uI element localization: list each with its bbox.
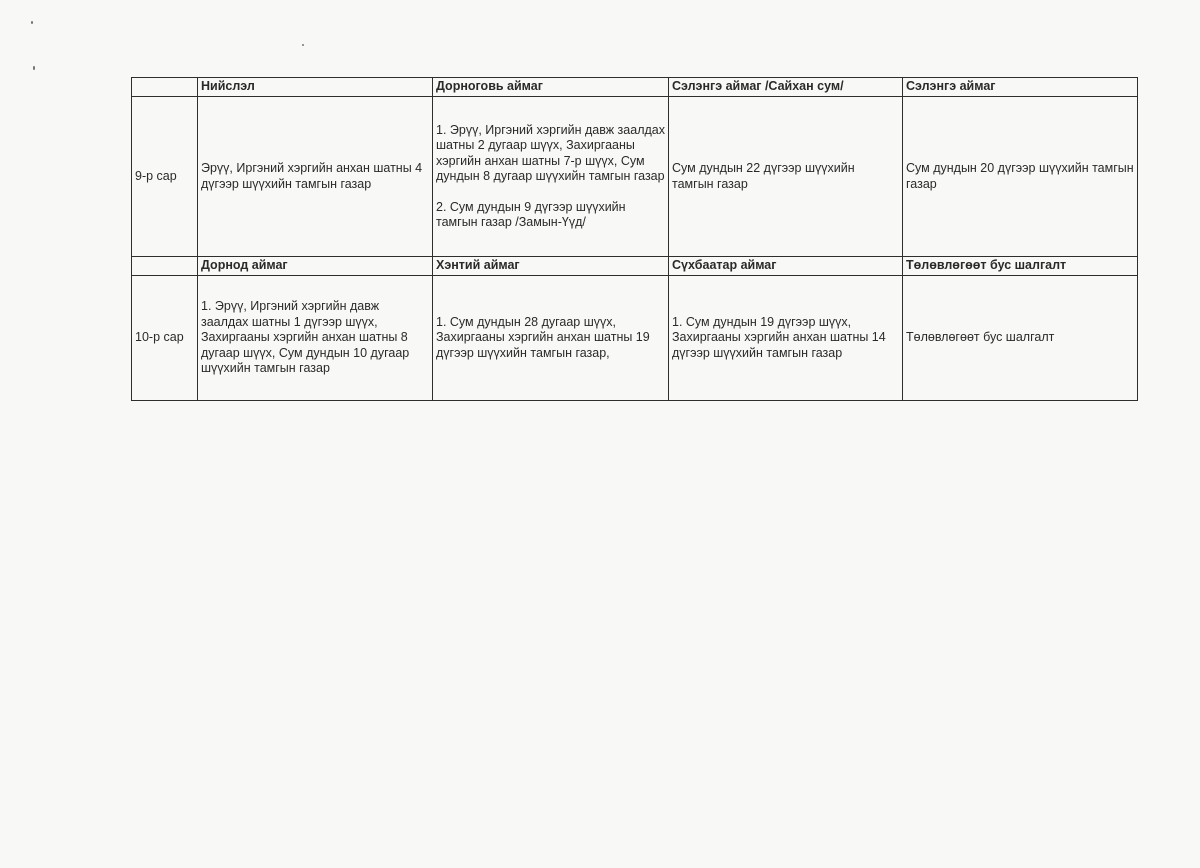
month-label: 9-р сар bbox=[132, 97, 198, 257]
table-cell: 1. Сум дундын 19 дүгээр шүүх, Захиргааны хэргийн анхан шатны 14 дүгээр шүүхийн тамгын газар bbox=[669, 276, 903, 401]
header-selenge-saikhan: Сэлэнгэ аймаг /Сайхан сум/ bbox=[669, 78, 903, 97]
table-cell: Сум дундын 22 дүгээр шүүхийн тамгын газар bbox=[669, 97, 903, 257]
month-header-cell bbox=[132, 257, 198, 276]
month-label: 10-р сар bbox=[132, 276, 198, 401]
scan-speck bbox=[31, 21, 33, 24]
table-cell: Эрүү, Иргэний хэргийн анхан шатны 4 дүгээр шүүхийн тамгын газар bbox=[198, 97, 433, 257]
header-selenge: Сэлэнгэ аймаг bbox=[903, 78, 1138, 97]
table-cell: Сум дундын 20 дүгээр шүүхийн тамгын газар bbox=[903, 97, 1138, 257]
header-capital: Нийслэл bbox=[198, 78, 433, 97]
table-cell: 1. Сум дундын 28 дугаар шүүх, Захиргааны хэргийн анхан шатны 19 дүгээр шүүхийн тамгын газар, bbox=[433, 276, 669, 401]
header-dornogovi: Дорноговь аймаг bbox=[433, 78, 669, 97]
table-cell: Төлөвлөгөөт бус шалгалт bbox=[903, 276, 1138, 401]
table-row bbox=[132, 276, 1138, 401]
scan-speck bbox=[302, 44, 304, 46]
table-cell bbox=[433, 97, 669, 257]
list-item: 1. Эрүү, Иргэний хэргийн давж заалдах шатны 2 дугаар шүүх, Захиргааны хэргийн анхан шатны 7-р шүүх, Сум дундын 8 дугаар шүүхийн тамгын газар bbox=[436, 122, 665, 183]
month-header-cell bbox=[132, 78, 198, 97]
header-unplanned: Төлөвлөгөөт бус шалгалт bbox=[903, 257, 1138, 276]
table-cell: 1. Эрүү, Иргэний хэргийн давж заалдах шатны 1 дүгээр шүүх, Захиргааны хэргийн анхан шатны 8 дугаар шүүх, Сум дундын 10 дугаар шүүхийн тамгын газар bbox=[198, 276, 433, 401]
inspection-schedule-table bbox=[131, 77, 1138, 401]
header-khentii: Хэнтий аймаг bbox=[433, 257, 669, 276]
header-dornod: Дорнод аймаг bbox=[198, 257, 433, 276]
table-header-row bbox=[132, 257, 1138, 276]
table-header-row bbox=[132, 78, 1138, 97]
scan-speck bbox=[33, 66, 35, 70]
table-row bbox=[132, 97, 1138, 257]
list-item: 2. Сум дундын 9 дүгээр шүүхийн тамгын газар /Замын-Үүд/ bbox=[436, 199, 626, 229]
header-sukhbaatar: Сүхбаатар аймаг bbox=[669, 257, 903, 276]
